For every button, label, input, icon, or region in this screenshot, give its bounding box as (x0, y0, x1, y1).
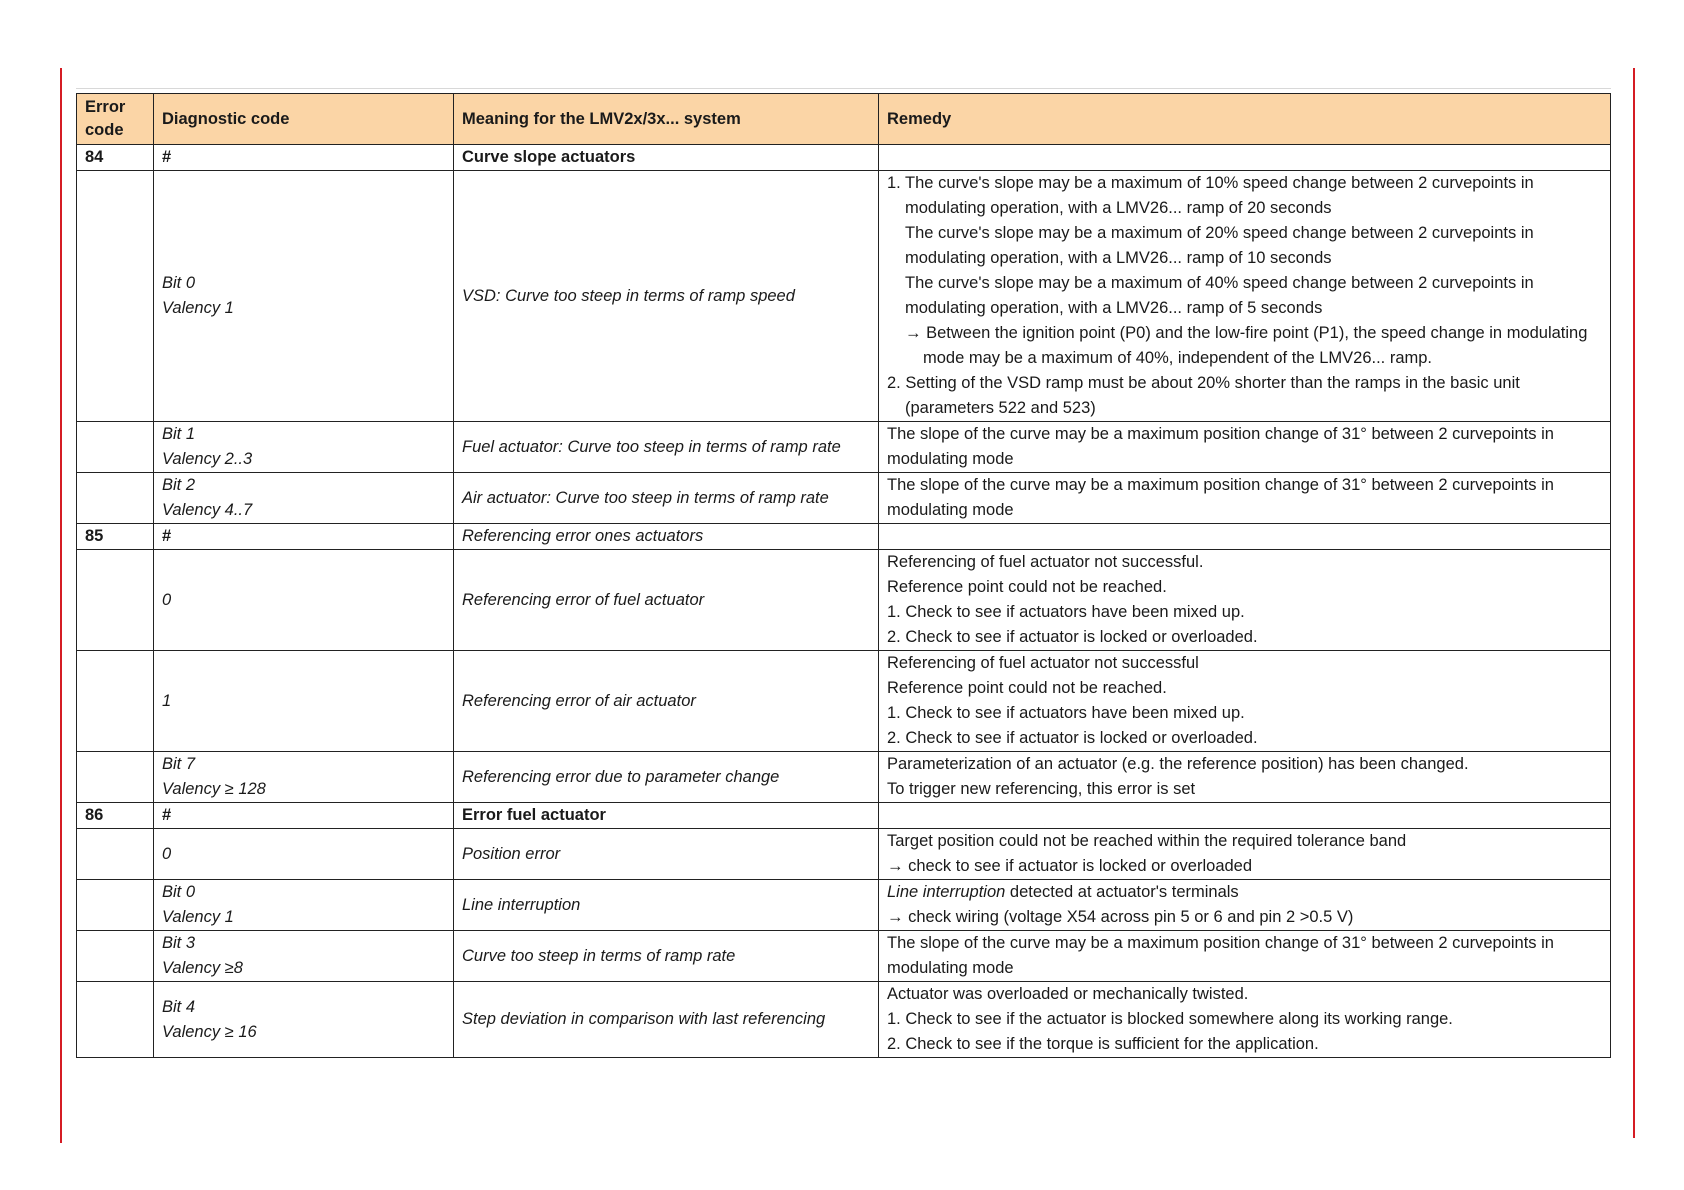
group-row-86 (77, 803, 1611, 829)
remedy-line: Target position could not be reached within the required tolerance band (887, 832, 1407, 850)
diag-bit: Bit 4 (162, 997, 196, 1016)
remedy-line: Reference point could not be reached. (887, 578, 1167, 596)
remedy-line: 2. Check to see if actuator is locked or overloaded. (887, 628, 1258, 646)
table-row (77, 550, 1611, 651)
diag-code (154, 473, 454, 524)
error-code-table (76, 93, 1611, 1058)
remedy-cell (879, 145, 1611, 171)
remedy-line: Referencing of fuel actuator not successful (887, 654, 1199, 672)
table-row (77, 880, 1611, 931)
diag-valency: Valency 1 (162, 908, 234, 926)
remedy-cell (879, 473, 1611, 524)
meaning-cell: Step deviation in comparison with last referencing (454, 982, 879, 1058)
remedy-cell (879, 880, 1611, 931)
error-code-empty (77, 982, 154, 1058)
remedy-line: The slope of the curve may be a maximum position change of 31° between 2 curvepoints in (887, 934, 1554, 952)
diag-code (154, 829, 454, 880)
meaning-cell: Referencing error of fuel actuator (454, 550, 879, 651)
diag-code (154, 422, 454, 473)
remedy-cell (879, 422, 1611, 473)
table-row (77, 473, 1611, 524)
diag-bit: Bit 1 (162, 425, 196, 443)
table-row (77, 982, 1611, 1058)
remedy-line: modulating operation, with a LMV26... ramp of 10 seconds (905, 249, 1332, 267)
diag-value: 0 (162, 844, 172, 863)
remedy-line: modulating mode (887, 959, 1014, 977)
error-code-empty (77, 473, 154, 524)
meaning-cell: Line interruption (454, 880, 879, 931)
remedy-line: → Between the ignition point (P0) and the low-fire point (P1), the speed change in modulating (905, 324, 1588, 342)
remedy-line: The slope of the curve may be a maximum position change of 31° between 2 curvepoints in (887, 476, 1554, 494)
meaning-cell: Air actuator: Curve too steep in terms of ramp rate (454, 473, 879, 524)
remedy-line: modulating operation, with a LMV26... ramp of 5 seconds (905, 299, 1323, 317)
remedy-line: To trigger new referencing, this error is set (887, 780, 1196, 798)
error-code-empty (77, 550, 154, 651)
group-row-84 (77, 145, 1611, 171)
remedy-line: 1. Check to see if actuators have been mixed up. (887, 704, 1245, 722)
diag-valency: Valency ≥ 16 (162, 1022, 257, 1041)
header-diagnostic-code: Diagnostic code (154, 94, 454, 145)
remedy-line: mode may be a maximum of 40%, independent of the LMV26... ramp. (923, 349, 1433, 367)
meaning-cell: Referencing error of air actuator (454, 651, 879, 752)
diag-value: 0 (162, 590, 172, 609)
diag-bit: Bit 2 (162, 476, 196, 494)
remedy-line: → check to see if actuator is locked or overloaded (887, 857, 1253, 875)
table-row (77, 752, 1611, 803)
diag-valency: Valency 1 (162, 299, 234, 317)
diag-code (154, 651, 454, 752)
table-row (77, 651, 1611, 752)
header-meaning: Meaning for the LMV2x/3x... system (454, 94, 879, 145)
error-code-empty (77, 651, 154, 752)
diag-valency: Valency ≥8 (162, 959, 243, 977)
remedy-cell (879, 550, 1611, 651)
error-code: 86 (77, 803, 154, 829)
diag-code (154, 982, 454, 1058)
error-code-empty (77, 171, 154, 422)
error-code-empty (77, 752, 154, 803)
remedy-cell (879, 931, 1611, 982)
meaning-cell: Referencing error due to parameter change (454, 752, 879, 803)
remedy-line: The curve's slope may be a maximum of 20% speed change between 2 curvepoints in (905, 224, 1534, 242)
error-code-empty (77, 931, 154, 982)
diag-bit: Bit 7 (162, 755, 196, 773)
remedy-line: 2. Check to see if the torque is sufficient for the application. (887, 1035, 1319, 1053)
diag-valency: Valency ≥ 128 (162, 780, 266, 798)
error-code-empty (77, 422, 154, 473)
right-margin-rule (1633, 68, 1635, 1138)
remedy-cell (879, 982, 1611, 1058)
remedy-cell (879, 171, 1611, 422)
remedy-line: (parameters 522 and 523) (905, 399, 1096, 417)
diag-code (154, 752, 454, 803)
header-remedy: Remedy (879, 94, 1611, 145)
table-row (77, 931, 1611, 982)
remedy-line: Actuator was overloaded or mechanically twisted. (887, 985, 1249, 1003)
meaning-cell: VSD: Curve too steep in terms of ramp speed (454, 171, 879, 422)
remedy-line: → check wiring (voltage X54 across pin 5 or 6 and pin 2 >0.5 V) (887, 908, 1354, 926)
diag-code (154, 931, 454, 982)
diag-bit: Bit 0 (162, 883, 196, 901)
table-row (77, 829, 1611, 880)
remedy-cell (879, 752, 1611, 803)
diag-valency: Valency 4..7 (162, 501, 253, 519)
remedy-line: Reference point could not be reached. (887, 679, 1167, 697)
diag-valency: Valency 2..3 (162, 450, 253, 468)
diag-bit: Bit 3 (162, 934, 196, 952)
header-error-code: Error code (77, 94, 154, 145)
diag-code: # (154, 524, 454, 550)
remedy-line: 2. Check to see if actuator is locked or overloaded. (887, 729, 1258, 747)
error-code: 85 (77, 524, 154, 550)
top-hairline (76, 88, 1611, 89)
remedy-line: The slope of the curve may be a maximum position change of 31° between 2 curvepoints in (887, 425, 1554, 443)
remedy-line: 1. The curve's slope may be a maximum of 10% speed change between 2 curvepoints in (887, 174, 1534, 192)
error-code-empty (77, 829, 154, 880)
error-code-empty (77, 880, 154, 931)
diag-code (154, 880, 454, 931)
remedy-line: 1. Check to see if actuators have been mixed up. (887, 603, 1245, 621)
remedy-lead-rest: detected at actuator's terminals (1005, 883, 1239, 901)
remedy-line: modulating operation, with a LMV26... ramp of 20 seconds (905, 199, 1332, 217)
diag-code (154, 171, 454, 422)
remedy-line: The curve's slope may be a maximum of 40% speed change between 2 curvepoints in (905, 274, 1534, 292)
table-header-row (77, 94, 1611, 145)
group-row-85 (77, 524, 1611, 550)
table-row (77, 422, 1611, 473)
group-meaning: Referencing error ones actuators (454, 524, 879, 550)
remedy-line: modulating mode (887, 501, 1014, 519)
meaning-cell: Fuel actuator: Curve too steep in terms of ramp rate (454, 422, 879, 473)
remedy-lead-italic: Line interruption (887, 883, 1006, 901)
remedy-line: 2. Setting of the VSD ramp must be about 20% shorter than the ramps in the basic unit (887, 374, 1520, 392)
meaning-cell: Curve too steep in terms of ramp rate (454, 931, 879, 982)
remedy-cell (879, 829, 1611, 880)
diag-code: # (154, 145, 454, 171)
error-code: 84 (77, 145, 154, 171)
remedy-line: Referencing of fuel actuator not successful. (887, 553, 1204, 571)
diag-value: 1 (162, 691, 172, 710)
remedy-cell (879, 524, 1611, 550)
group-meaning: Error fuel actuator (454, 803, 879, 829)
diag-bit: Bit 0 (162, 274, 196, 292)
group-meaning: Curve slope actuators (454, 145, 879, 171)
diag-code: # (154, 803, 454, 829)
table-row (77, 171, 1611, 422)
diag-code (154, 550, 454, 651)
meaning-cell: Position error (454, 829, 879, 880)
remedy-line: modulating mode (887, 450, 1014, 468)
remedy-cell (879, 651, 1611, 752)
remedy-line: 1. Check to see if the actuator is blocked somewhere along its working range. (887, 1010, 1453, 1028)
remedy-line (887, 880, 1602, 905)
remedy-line: Parameterization of an actuator (e.g. the reference position) has been changed. (887, 755, 1469, 773)
left-margin-rule (60, 68, 62, 1143)
remedy-cell (879, 803, 1611, 829)
